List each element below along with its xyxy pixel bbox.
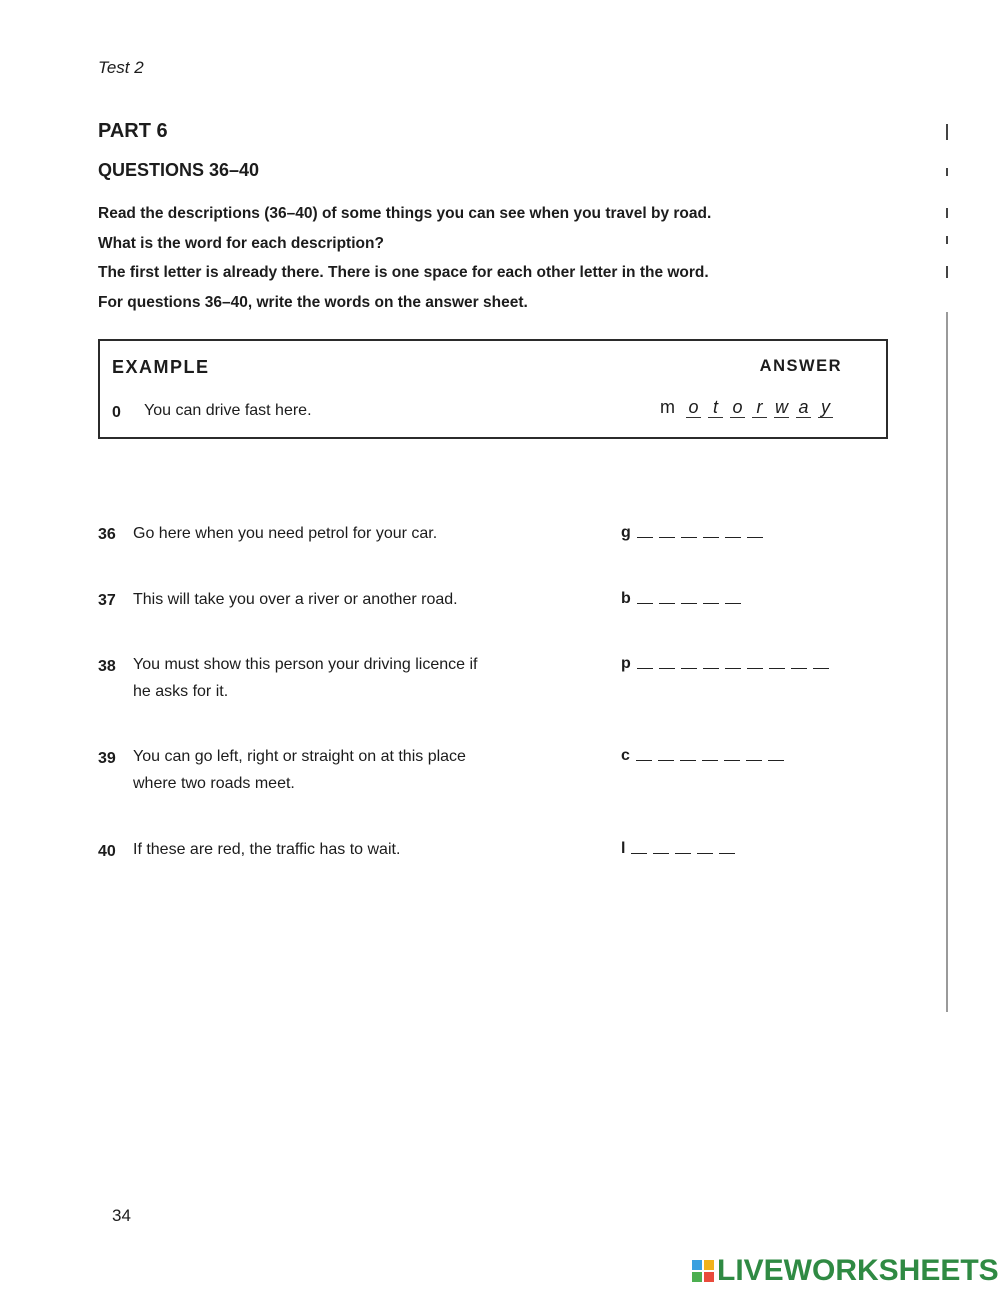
answer-first-letter: p xyxy=(621,655,631,672)
question-line: he asks for it. xyxy=(133,683,229,700)
instruction-line: The first letter is already there. There is one space for each other letter in the word. xyxy=(98,264,709,281)
letter-blank[interactable] xyxy=(768,750,784,761)
test-label: Test 2 xyxy=(98,58,144,77)
question-text xyxy=(133,520,437,547)
letter-blank[interactable] xyxy=(747,658,763,669)
question-line: where two roads meet. xyxy=(133,775,295,792)
answer-first-letter: b xyxy=(621,590,631,607)
scan-margin-line xyxy=(946,312,948,1012)
example-first-letter: m xyxy=(660,397,675,417)
letter-blank[interactable] xyxy=(653,843,669,854)
letter-blank[interactable] xyxy=(658,750,674,761)
letter-blank[interactable] xyxy=(791,658,807,669)
letter-blank[interactable] xyxy=(681,527,697,538)
answer-field[interactable] xyxy=(621,590,741,608)
letter-blank[interactable] xyxy=(636,750,652,761)
letter-blank[interactable] xyxy=(680,750,696,761)
page-number: 34 xyxy=(112,1206,131,1225)
logo-square xyxy=(692,1272,702,1282)
question-number: 39 xyxy=(98,750,116,767)
watermark xyxy=(692,1254,999,1288)
question-text xyxy=(133,836,400,863)
letter-blank[interactable] xyxy=(725,658,741,669)
scan-margin-mark xyxy=(946,168,948,176)
example-letter: w xyxy=(775,397,788,417)
letter-blank[interactable] xyxy=(637,658,653,669)
example-letter: o xyxy=(730,397,745,418)
answer-first-letter: c xyxy=(621,747,630,764)
example-letter: y xyxy=(818,397,833,418)
logo-square xyxy=(704,1260,714,1270)
part-title: PART 6 xyxy=(98,120,168,142)
question-number: 36 xyxy=(98,526,116,543)
answer-field[interactable] xyxy=(621,655,829,673)
example-answer xyxy=(660,397,833,418)
letter-blank[interactable] xyxy=(631,843,647,854)
letter-blank[interactable] xyxy=(659,593,675,604)
question-number: 37 xyxy=(98,592,116,609)
letter-blank[interactable] xyxy=(681,658,697,669)
letter-blank[interactable] xyxy=(703,658,719,669)
logo-square xyxy=(704,1272,714,1282)
instructions xyxy=(98,202,898,320)
example-box xyxy=(98,339,888,439)
answer-blanks[interactable] xyxy=(637,658,829,669)
example-letter: t xyxy=(708,397,723,418)
letter-blank[interactable] xyxy=(702,750,718,761)
letter-blank[interactable] xyxy=(659,658,675,669)
instruction-line: Read the descriptions (36–40) of some things you can see when you travel by road. xyxy=(98,205,712,222)
logo-square xyxy=(692,1260,702,1270)
letter-blank[interactable] xyxy=(697,843,713,854)
instruction-line: For questions 36–40, write the words on the answer sheet. xyxy=(98,293,528,311)
letter-blank[interactable] xyxy=(659,527,675,538)
letter-blank[interactable] xyxy=(769,658,785,669)
example-letter: o xyxy=(686,397,701,418)
letter-blank[interactable] xyxy=(725,593,741,604)
questions-title: QUESTIONS 36–40 xyxy=(98,160,260,180)
letter-blank[interactable] xyxy=(724,750,740,761)
example-letter: a xyxy=(796,397,811,418)
question-line: You can go left, right or straight on at this place xyxy=(133,748,466,765)
answer-heading: ANSWER xyxy=(759,357,842,375)
question-line: If these are red, the traffic has to wait. xyxy=(133,841,401,858)
scan-margin-mark xyxy=(946,266,948,278)
letter-blank[interactable] xyxy=(637,593,653,604)
letter-blank[interactable] xyxy=(681,593,697,604)
letter-blank[interactable] xyxy=(747,527,763,538)
answer-field[interactable] xyxy=(621,524,763,542)
example-text: You can drive fast here. xyxy=(144,402,312,419)
answer-field[interactable] xyxy=(621,840,735,858)
answer-field[interactable] xyxy=(621,747,784,765)
letter-blank[interactable] xyxy=(637,527,653,538)
question-text xyxy=(133,586,458,613)
letter-blank[interactable] xyxy=(746,750,762,761)
example-number: 0 xyxy=(112,404,121,421)
letter-blank[interactable] xyxy=(719,843,735,854)
question-line: You must show this person your driving licence if xyxy=(133,656,478,673)
answer-first-letter: g xyxy=(621,524,631,541)
scan-margin-mark xyxy=(946,236,948,244)
letter-blank[interactable] xyxy=(675,843,691,854)
letter-blank[interactable] xyxy=(813,658,829,669)
question-number: 38 xyxy=(98,658,116,675)
answer-blanks[interactable] xyxy=(636,750,784,761)
example-letter: r xyxy=(752,397,767,418)
liveworksheets-logo-icon xyxy=(692,1260,714,1282)
example-heading: EXAMPLE xyxy=(112,357,210,377)
answer-first-letter: l xyxy=(621,840,626,857)
question-line: Go here when you need petrol for your car. xyxy=(133,525,438,542)
letter-blank[interactable] xyxy=(725,527,741,538)
watermark-text: LIVEWORKSHEETS xyxy=(717,1254,999,1287)
scan-margin-mark xyxy=(946,124,948,140)
letter-blank[interactable] xyxy=(703,593,719,604)
question-number: 40 xyxy=(98,843,116,860)
answer-blanks[interactable] xyxy=(631,843,735,854)
scan-margin-mark xyxy=(946,208,948,218)
question-text xyxy=(133,651,477,705)
answer-blanks[interactable] xyxy=(637,527,763,538)
question-line: This will take you over a river or another road. xyxy=(133,591,458,608)
letter-blank[interactable] xyxy=(703,527,719,538)
answer-blanks[interactable] xyxy=(637,593,741,604)
instruction-line: What is the word for each description? xyxy=(98,234,384,252)
question-text xyxy=(133,743,466,797)
